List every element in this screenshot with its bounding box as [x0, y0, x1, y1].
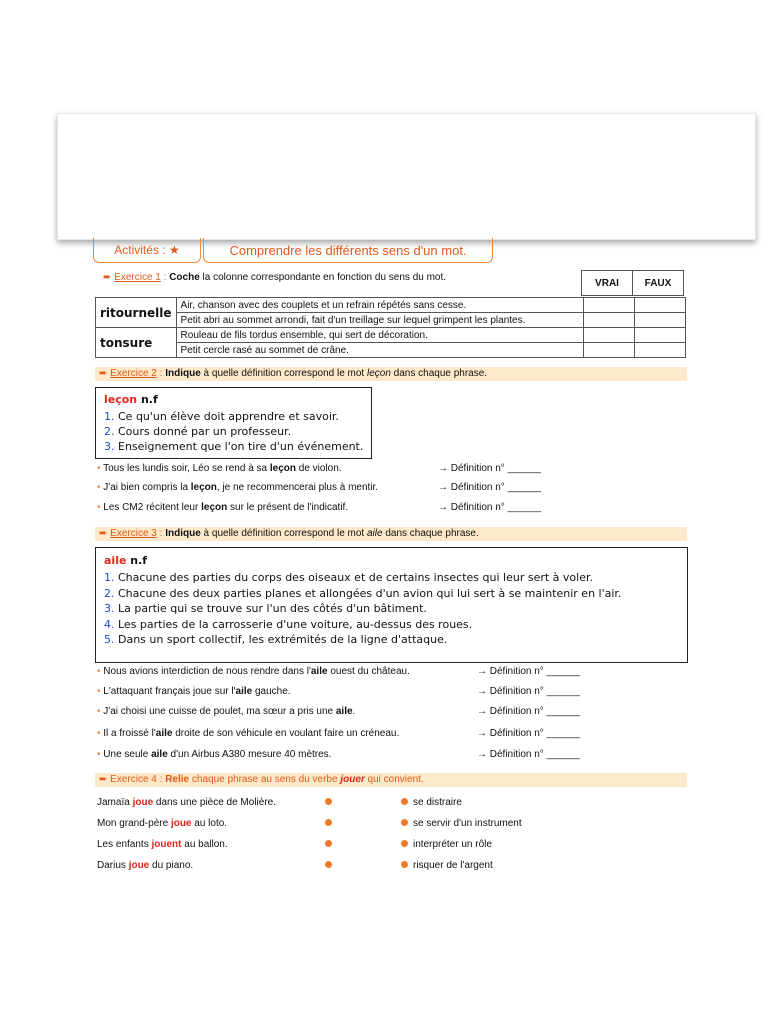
instruction-text: qui convient. [364, 774, 424, 785]
left-connector-dot[interactable] [325, 798, 332, 805]
col-faux: FAUX [633, 271, 684, 296]
definition-item: 3. Enseignement que l'on tire d'un événement. [104, 440, 364, 453]
target-word: leçon [366, 368, 391, 379]
sentence-item: • L'attaquant français joue sur l'aile gauche. [97, 686, 291, 697]
answer-blank[interactable]: → Définition n° ______ [438, 463, 541, 474]
definition-cell: Air, chanson avec des couplets et un refrain répétés sans cesse. [176, 298, 583, 313]
faux-checkbox[interactable] [634, 328, 685, 343]
sentence-item: • Les CM2 récitent leur leçon sur le présent de l'indicatif. [97, 502, 349, 513]
exercise-1-label: Exercice 1 [114, 272, 161, 283]
answer-blank[interactable]: → Définition n° ______ [477, 666, 580, 677]
answer-blank[interactable]: → Définition n° ______ [477, 728, 580, 739]
instruction-text: dans chaque phrase. [382, 528, 479, 539]
answer-blank[interactable]: → Définition n° ______ [477, 706, 580, 717]
exercise-4-instruction [95, 773, 687, 787]
exercise-2-verb: Indique [165, 368, 201, 379]
match-sentence: Les enfants jouent au ballon. [97, 839, 228, 850]
definition-item: 2. Cours donné par un professeur. [104, 425, 292, 438]
definition-box-aile [95, 547, 688, 663]
right-connector-dot[interactable] [401, 819, 408, 826]
definition-item: 3. La partie qui se trouve sur l'un des côtés d'un bâtiment. [104, 602, 427, 615]
definition-item: 2. Chacune des deux parties planes et allongées d'un avion qui lui sert à se maintenir en l'air. [104, 586, 622, 600]
match-sentence: Jamaïa joue dans une pièce de Molière. [97, 797, 276, 808]
right-connector-dot[interactable] [401, 798, 408, 805]
exercise-1-table [95, 297, 686, 358]
activities-label: Activités : [114, 243, 166, 257]
exercise-1-instruction [103, 272, 446, 283]
vrai-checkbox[interactable] [583, 313, 634, 328]
page-title-text: Comprendre les différents sens d'un mot. [229, 242, 467, 258]
headword: leçon [104, 393, 138, 406]
answer-blank[interactable]: → Définition n° ______ [438, 482, 541, 493]
colon: : [160, 272, 167, 283]
answer-blank[interactable]: → Définition n° ______ [477, 686, 580, 697]
match-sentence: Darius joue du piano. [97, 860, 194, 871]
arrow-icon: ➨ [99, 528, 108, 539]
meaning-item: se distraire [413, 797, 462, 808]
right-connector-dot[interactable] [401, 861, 408, 868]
sentence-item: • Une seule aile d'un Airbus A380 mesure 40 mètres. [97, 749, 332, 760]
faux-checkbox[interactable] [634, 343, 685, 358]
colon: : [156, 368, 163, 379]
definition-cell: Petit abri au sommet arrondi, fait d'un treillage sur lequel grimpent les plantes. [176, 313, 583, 328]
match-sentence: Mon grand-père joue au loto. [97, 818, 228, 829]
definition-box-lecon [95, 387, 372, 459]
colon: : [156, 774, 163, 785]
arrow-icon: ➨ [99, 774, 108, 785]
arrow-icon: ➨ [103, 272, 112, 283]
sentence-item: • Tous les lundis soir, Léo se rend à sa leçon de violon. [97, 463, 342, 474]
exercise-4-label: Exercice 4 [110, 774, 157, 785]
header-frame [57, 113, 756, 240]
definition-cell: Petit cercle rasé au sommet de crâne. [176, 343, 583, 358]
right-connector-dot[interactable] [401, 840, 408, 847]
activities-tab [93, 238, 201, 263]
exercise-2-instruction [95, 367, 687, 381]
exercise-3-instruction [95, 527, 687, 541]
page-title [203, 238, 493, 263]
target-word: aile [366, 528, 383, 539]
meaning-item: interpréter un rôle [413, 839, 492, 850]
definition-item: 1. Chacune des parties du corps des oiseaux et de certains insectes qui leur sert à voler. [104, 571, 593, 584]
sentence-item: • J'ai bien compris la leçon, je ne recommencerai plus à mentir. [97, 482, 379, 493]
sentence-item: • Il a froissé l'aile droite de son véhicule en voulant faire un créneau. [97, 728, 400, 739]
target-word: jouer [340, 774, 365, 785]
exercise-1-text: la colonne correspondante en fonction du sens du mot. [199, 272, 447, 283]
definition-item: 5. Dans un sport collectif, les extrémités de la ligne d'attaque. [104, 633, 448, 646]
true-false-header [581, 270, 684, 296]
col-vrai: VRAI [582, 271, 633, 296]
exercise-1-verb: Coche [169, 272, 200, 283]
instruction-text: à quelle définition correspond le mot [200, 368, 367, 379]
faux-checkbox[interactable] [634, 298, 685, 313]
vrai-checkbox[interactable] [583, 328, 634, 343]
faux-checkbox[interactable] [634, 313, 685, 328]
exercise-3-verb: Indique [165, 528, 201, 539]
instruction-text: dans chaque phrase. [390, 368, 488, 379]
meaning-item: risquer de l'argent [413, 860, 493, 871]
meaning-item: se servir d'un instrument [413, 818, 522, 829]
part-of-speech: n.f [126, 554, 148, 567]
sentence-item: • J'ai choisi une cuisse de poulet, ma sœur a pris une aile. [97, 706, 356, 717]
arrow-icon: ➨ [99, 368, 108, 379]
sentence-item: • Nous avions interdiction de nous rendre dans l'aile ouest du château. [97, 666, 410, 677]
definition-item: 4. Les parties de la carrosserie d'une voiture, au-dessus des roues. [104, 617, 473, 631]
word-ritournelle: ritournelle [96, 298, 177, 328]
left-connector-dot[interactable] [325, 861, 332, 868]
exercise-4-verb: Relie [165, 774, 190, 785]
exercise-2-label: Exercice 2 [110, 368, 157, 379]
vrai-checkbox[interactable] [583, 298, 634, 313]
word-tonsure: tonsure [96, 328, 177, 358]
exercise-3-label: Exercice 3 [110, 528, 157, 539]
colon: : [156, 528, 163, 539]
instruction-text: chaque phrase au sens du verbe [189, 774, 341, 785]
headword: aile [104, 554, 127, 567]
answer-blank[interactable]: → Définition n° ______ [438, 502, 541, 513]
definition-item: 1. Ce qu'un élève doit apprendre et savoir. [104, 410, 339, 423]
answer-blank[interactable]: → Définition n° ______ [477, 749, 580, 760]
left-connector-dot[interactable] [325, 840, 332, 847]
left-connector-dot[interactable] [325, 819, 332, 826]
star-icon: ★ [168, 243, 180, 257]
instruction-text: à quelle définition correspond le mot [200, 528, 367, 539]
part-of-speech: n.f [137, 393, 158, 406]
definition-cell: Rouleau de fils tordus ensemble, qui sert de décoration. [176, 328, 583, 343]
vrai-checkbox[interactable] [583, 343, 634, 358]
